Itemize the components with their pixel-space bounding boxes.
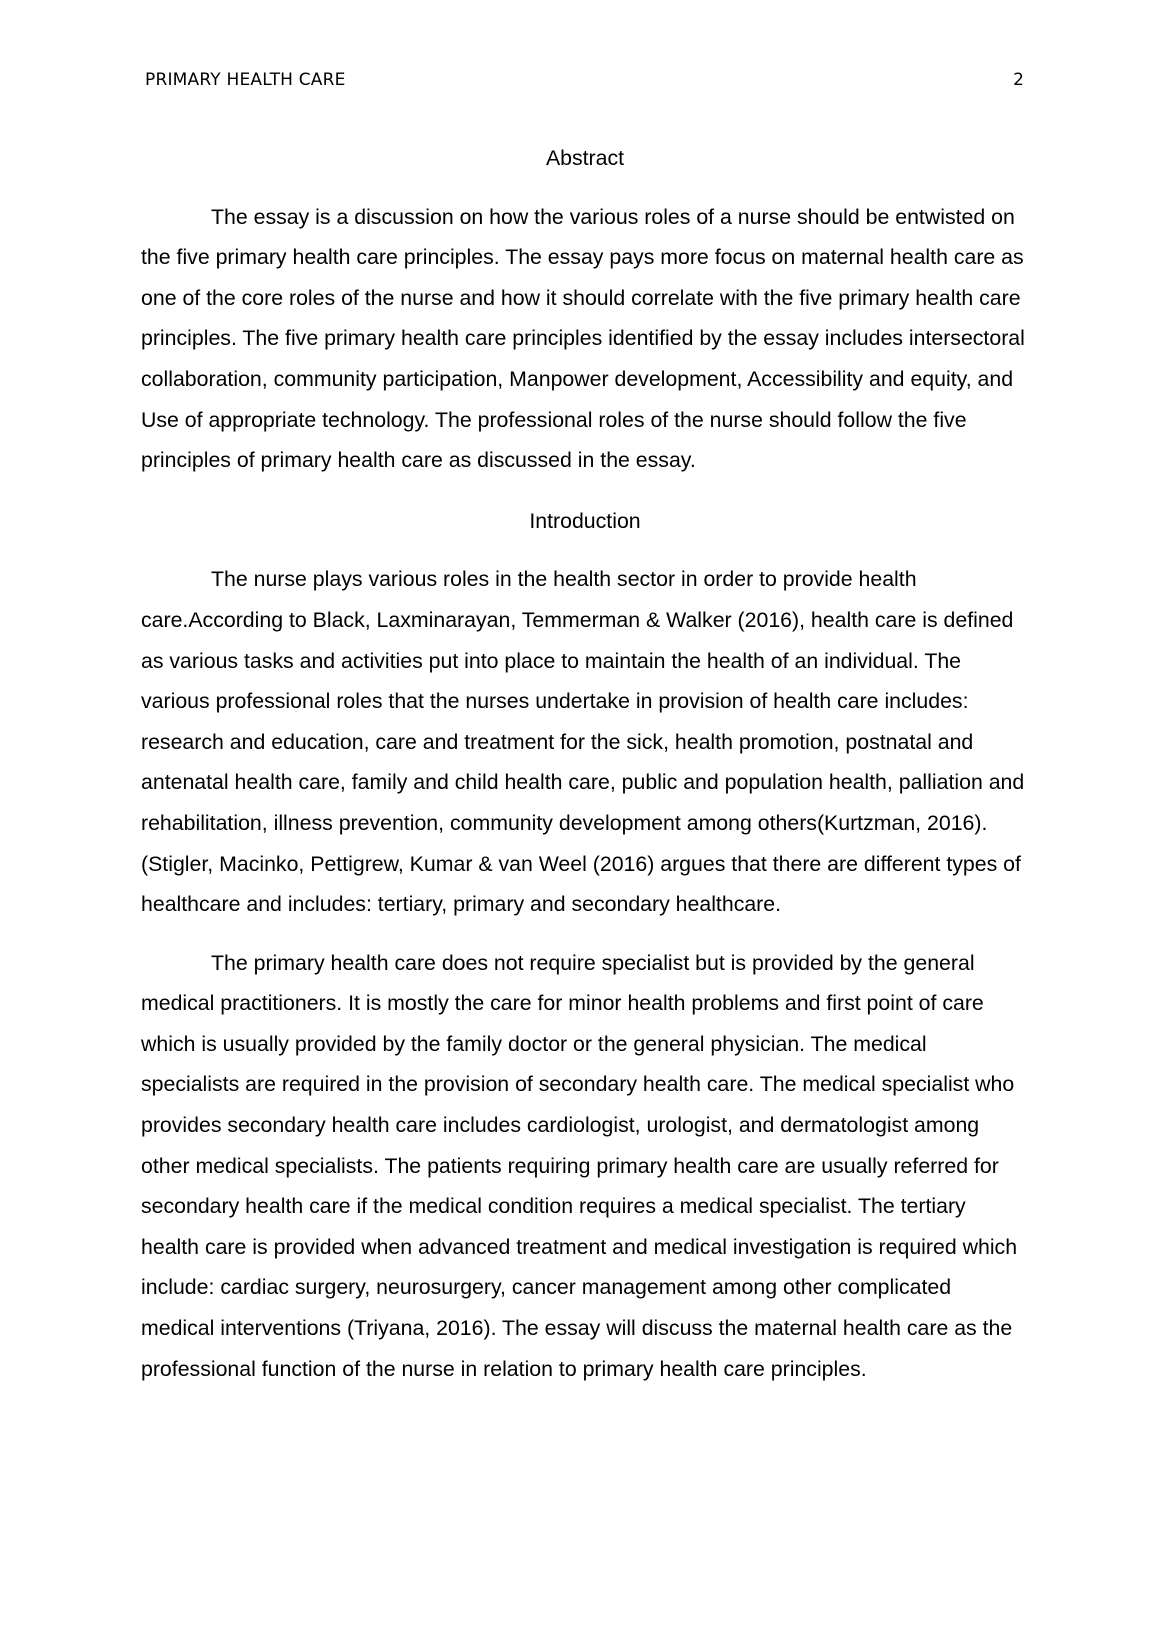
introduction-section (141, 499, 1029, 1389)
abstract-paragraph: The essay is a discussion on how the various roles of a nurse should be entwisted on the five primary health care principles. The essay pays more focus on maternal health care as one of the core roles of the nurse and how it should correlate with the five primary health care principles. The five primary health care principles identified by the essay includes intersectoral collaboration, community participation, Manpower development, Accessibility and equity, and Use of appropriate technology. The professional roles of the nurse should follow the five principles of primary health care as discussed in the essay. (141, 204, 1025, 473)
introduction-heading: Introduction (529, 508, 641, 533)
page-number: 2 (1013, 70, 1024, 90)
abstract-section (141, 136, 1029, 481)
document-body (141, 136, 1029, 1407)
abstract-heading: Abstract (545, 146, 625, 170)
running-head: PRIMARY HEALTH CARE (145, 70, 346, 90)
introduction-paragraph: The primary health care does not require specialist but is provided by the general medical practitioners. It is mostly the care for minor health problems and first point of care which is usually provided by the family doctor or the general physician. The medical specialists are required in the provision of secondary health care. The medical specialist who provides secondary health care includes cardiologist, urologist, and dermatologist among other medical specialists. The patients requiring primary health care are usually referred for secondary health care if the medical condition requires a medical specialist. The tertiary health care is provided when advanced treatment and medical investigation is required which include: cardiac surgery, neurosurgery, cancer management among other complicated medical interventions (Triyana, 2016). The essay will discuss the maternal health care as the professional function of the nurse in relation to primary health care principles. (141, 950, 1018, 1381)
introduction-paragraph: The nurse plays various roles in the health sector in order to provide health care.According to Black, Laxminarayan, Temmerman & Walker (2016), health care is defined as various tasks and activities put into place to maintain the health of an individual. The various professional roles that the nurses undertake in provision of health care includes: research and education, care and treatment for the sick, health promotion, postnatal and antenatal health care, family and child health care, public and population health, palliation and rehabilitation, illness prevention, community development among others(Kurtzman, 2016). (Stigler, Macinko, Pettigrew, Kumar & van Weel (2016) argues that there are different types of healthcare and includes: tertiary, primary and secondary healthcare. (141, 567, 1025, 917)
